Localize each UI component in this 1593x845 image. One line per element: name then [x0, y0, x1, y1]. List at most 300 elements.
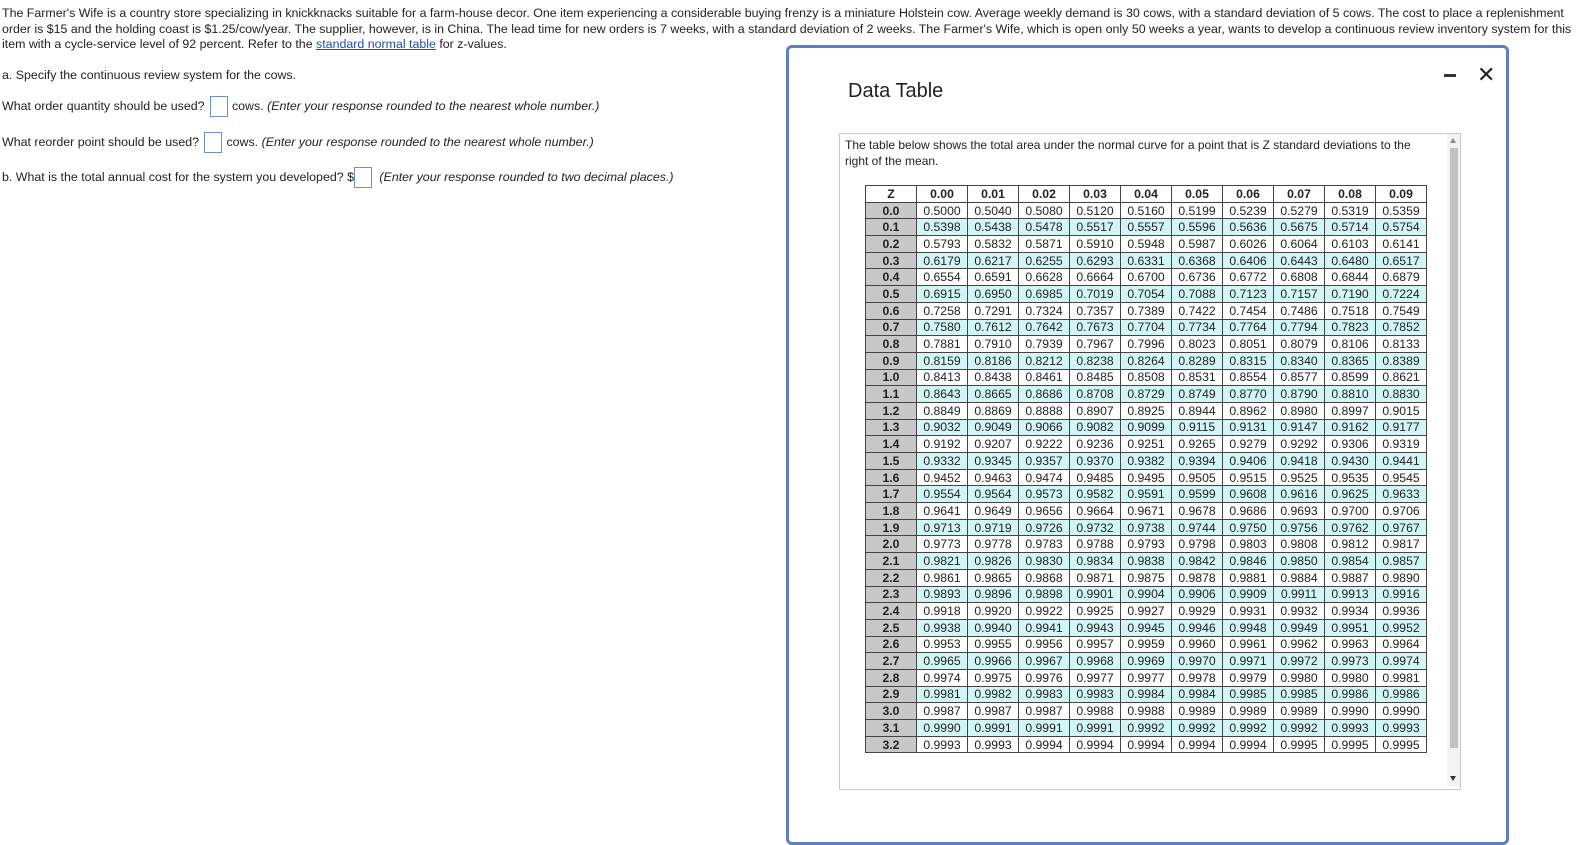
probability-cell: 0.9984: [1121, 686, 1172, 703]
z-value-cell: 0.7: [866, 319, 917, 336]
probability-cell: 0.7324: [1019, 302, 1070, 319]
close-icon[interactable]: ✕: [1477, 62, 1496, 87]
probability-cell: 0.9706: [1376, 503, 1427, 520]
probability-cell: 0.8461: [1019, 369, 1070, 386]
probability-cell: 0.9990: [917, 720, 968, 737]
probability-cell: 0.9515: [1223, 469, 1274, 486]
probability-cell: 0.7642: [1019, 319, 1070, 336]
probability-cell: 0.5714: [1325, 219, 1376, 236]
probability-cell: 0.5596: [1172, 219, 1223, 236]
probability-cell: 0.9994: [1070, 736, 1121, 753]
normal-table: [865, 185, 1427, 753]
probability-cell: 0.5754: [1376, 219, 1427, 236]
probability-cell: 0.9972: [1274, 653, 1325, 670]
probability-cell: 0.5557: [1121, 219, 1172, 236]
probability-cell: 0.9977: [1121, 669, 1172, 686]
probability-cell: 0.9599: [1172, 486, 1223, 503]
probability-cell: 0.9949: [1274, 619, 1325, 636]
probability-cell: 0.8531: [1172, 369, 1223, 386]
probability-cell: 0.9463: [968, 469, 1019, 486]
probability-cell: 0.9756: [1274, 519, 1325, 536]
probability-cell: 0.9633: [1376, 486, 1427, 503]
probability-cell: 0.9991: [1070, 720, 1121, 737]
probability-cell: 0.8264: [1121, 352, 1172, 369]
z-value-cell: 0.3: [866, 252, 917, 269]
z-value-cell: 3.1: [866, 720, 917, 737]
probability-cell: 0.8599: [1325, 369, 1376, 386]
probability-cell: 0.6026: [1223, 236, 1274, 253]
reorder-point-unit: cows.: [226, 134, 259, 149]
table-row: [866, 569, 1427, 586]
standard-normal-table-link[interactable]: standard normal table: [316, 37, 436, 51]
z-value-cell: 2.0: [866, 536, 917, 553]
z-value-cell: 1.0: [866, 369, 917, 386]
z-column-header: Z: [866, 186, 917, 203]
table-row: [866, 519, 1427, 536]
probability-cell: 0.7486: [1274, 302, 1325, 319]
probability-cell: 0.9960: [1172, 636, 1223, 653]
z-value-cell: 0.6: [866, 302, 917, 319]
table-row: [866, 369, 1427, 386]
total-cost-label: b. What is the total annual cost for the system you developed? $: [2, 169, 354, 184]
probability-cell: 0.9974: [1376, 653, 1427, 670]
probability-cell: 0.9738: [1121, 519, 1172, 536]
order-quantity-input[interactable]: [210, 96, 228, 117]
probability-cell: 0.9535: [1325, 469, 1376, 486]
probability-cell: 0.5040: [968, 202, 1019, 219]
probability-cell: 0.9991: [968, 720, 1019, 737]
probability-cell: 0.5279: [1274, 202, 1325, 219]
probability-cell: 0.8708: [1070, 386, 1121, 403]
probability-cell: 0.9830: [1019, 553, 1070, 570]
z-value-cell: 0.0: [866, 202, 917, 219]
probability-cell: 0.9564: [968, 486, 1019, 503]
probability-cell: 0.9995: [1274, 736, 1325, 753]
probability-cell: 0.9946: [1172, 619, 1223, 636]
probability-cell: 0.7054: [1121, 286, 1172, 303]
probability-cell: 0.8770: [1223, 386, 1274, 403]
probability-cell: 0.9970: [1172, 653, 1223, 670]
probability-cell: 0.9292: [1274, 436, 1325, 453]
probability-cell: 0.9485: [1070, 469, 1121, 486]
probability-cell: 0.9931: [1223, 603, 1274, 620]
probability-cell: 0.9671: [1121, 503, 1172, 520]
probability-cell: 0.9965: [917, 653, 968, 670]
probability-cell: 0.6217: [968, 252, 1019, 269]
table-row: [866, 319, 1427, 336]
probability-cell: 0.9406: [1223, 453, 1274, 470]
column-header: 0.08: [1325, 186, 1376, 203]
total-cost-question: [2, 167, 674, 188]
probability-cell: 0.9846: [1223, 553, 1274, 570]
probability-cell: 0.7291: [968, 302, 1019, 319]
probability-cell: 0.9693: [1274, 503, 1325, 520]
problem-text-end: for z-values.: [435, 37, 507, 51]
probability-cell: 0.9750: [1223, 519, 1274, 536]
table-row: [866, 219, 1427, 236]
table-row: [866, 269, 1427, 286]
probability-cell: 0.9554: [917, 486, 968, 503]
probability-cell: 0.8365: [1325, 352, 1376, 369]
z-value-cell: 0.5: [866, 286, 917, 303]
probability-cell: 0.9995: [1325, 736, 1376, 753]
table-row: [866, 352, 1427, 369]
probability-cell: 0.7389: [1121, 302, 1172, 319]
probability-cell: 0.9865: [968, 569, 1019, 586]
minimize-icon[interactable]: [1444, 74, 1456, 77]
probability-cell: 0.9962: [1274, 636, 1325, 653]
probability-cell: 0.9279: [1223, 436, 1274, 453]
table-row: [866, 436, 1427, 453]
probability-cell: 0.9980: [1274, 669, 1325, 686]
probability-cell: 0.6554: [917, 269, 968, 286]
probability-cell: 0.9890: [1376, 569, 1427, 586]
column-header: 0.02: [1019, 186, 1070, 203]
probability-cell: 0.9332: [917, 453, 968, 470]
probability-cell: 0.9986: [1325, 686, 1376, 703]
order-quantity-unit: cows.: [231, 98, 264, 113]
probability-cell: 0.9664: [1070, 503, 1121, 520]
probability-cell: 0.8212: [1019, 352, 1070, 369]
probability-cell: 0.5199: [1172, 202, 1223, 219]
probability-cell: 0.6736: [1172, 269, 1223, 286]
probability-cell: 0.8289: [1172, 352, 1223, 369]
probability-cell: 0.9850: [1274, 553, 1325, 570]
dialog-title: Data Table: [848, 80, 944, 102]
probability-cell: 0.9732: [1070, 519, 1121, 536]
probability-cell: 0.9990: [1376, 703, 1427, 720]
probability-cell: 0.9940: [968, 619, 1019, 636]
probability-cell: 0.9904: [1121, 586, 1172, 603]
probability-cell: 0.9913: [1325, 586, 1376, 603]
probability-cell: 0.9357: [1019, 453, 1070, 470]
probability-cell: 0.9608: [1223, 486, 1274, 503]
part-a-heading: a. Specify the continuous review system for the cows.: [2, 68, 297, 82]
vertical-scrollbar[interactable]: [1447, 134, 1460, 787]
table-row: [866, 302, 1427, 319]
z-value-cell: 2.6: [866, 636, 917, 653]
probability-cell: 0.7357: [1070, 302, 1121, 319]
probability-cell: 0.9976: [1019, 669, 1070, 686]
probability-cell: 0.9773: [917, 536, 968, 553]
probability-cell: 0.9099: [1121, 419, 1172, 436]
probability-cell: 0.8643: [917, 386, 968, 403]
probability-cell: 0.5987: [1172, 236, 1223, 253]
z-value-cell: 1.8: [866, 503, 917, 520]
probability-cell: 0.9994: [1121, 736, 1172, 753]
table-row: [866, 402, 1427, 419]
probability-cell: 0.9987: [1019, 703, 1070, 720]
probability-cell: 0.9994: [1172, 736, 1223, 753]
probability-cell: 0.7224: [1376, 286, 1427, 303]
probability-cell: 0.8729: [1121, 386, 1172, 403]
probability-cell: 0.5478: [1019, 219, 1070, 236]
probability-cell: 0.9207: [968, 436, 1019, 453]
probability-cell: 0.9887: [1325, 569, 1376, 586]
probability-cell: 0.5793: [917, 236, 968, 253]
probability-cell: 0.9991: [1019, 720, 1070, 737]
probability-cell: 0.9955: [968, 636, 1019, 653]
probability-cell: 0.6915: [917, 286, 968, 303]
z-value-cell: 2.7: [866, 653, 917, 670]
probability-cell: 0.9994: [1019, 736, 1070, 753]
probability-cell: 0.9982: [968, 686, 1019, 703]
z-value-cell: 0.8: [866, 336, 917, 353]
probability-cell: 0.9783: [1019, 536, 1070, 553]
probability-cell: 0.9834: [1070, 553, 1121, 570]
probability-cell: 0.9744: [1172, 519, 1223, 536]
probability-cell: 0.9963: [1325, 636, 1376, 653]
reorder-point-hint: (Enter your response rounded to the nearest whole number.): [261, 134, 594, 149]
probability-cell: 0.7549: [1376, 302, 1427, 319]
probability-cell: 0.9929: [1172, 603, 1223, 620]
probability-cell: 0.9798: [1172, 536, 1223, 553]
z-value-cell: 1.7: [866, 486, 917, 503]
column-header: 0.05: [1172, 186, 1223, 203]
probability-cell: 0.9992: [1121, 720, 1172, 737]
data-table-dialog: [786, 45, 1509, 845]
table-row: [866, 686, 1427, 703]
probability-cell: 0.7612: [968, 319, 1019, 336]
probability-cell: 0.9838: [1121, 553, 1172, 570]
probability-cell: 0.8577: [1274, 369, 1325, 386]
z-value-cell: 3.2: [866, 736, 917, 753]
probability-cell: 0.9948: [1223, 619, 1274, 636]
probability-cell: 0.7910: [968, 336, 1019, 353]
probability-cell: 0.9573: [1019, 486, 1070, 503]
probability-cell: 0.9981: [917, 686, 968, 703]
probability-cell: 0.9525: [1274, 469, 1325, 486]
column-header: 0.01: [968, 186, 1019, 203]
total-cost-input[interactable]: [354, 167, 372, 188]
problem-text: The Farmer's Wife is a country store specializing in knickknacks suitable for a farm-house decor. One item experiencing a considerable buying frenzy is a miniature Holstein cow. Average weekly demand is 30 cows, with a standard deviation of 5 cows. The cost to place a replenishment order is $15 and the holding coast is $1.25/cow/year. The supplier, however, is in China. The lead time for new orders is 7 weeks, with a standard deviation of 2 weeks. The Farmer's Wife, which is open only 50 weeks a year, wants to develop a continuous review inventory system for this item with a cycle-service level of 92 percent. Refer to the: [2, 6, 1572, 51]
probability-cell: 0.7794: [1274, 319, 1325, 336]
probability-cell: 0.9925: [1070, 603, 1121, 620]
probability-cell: 0.8830: [1376, 386, 1427, 403]
probability-cell: 0.9893: [917, 586, 968, 603]
z-value-cell: 1.5: [866, 453, 917, 470]
probability-cell: 0.9967: [1019, 653, 1070, 670]
probability-cell: 0.9922: [1019, 603, 1070, 620]
probability-cell: 0.9979: [1223, 669, 1274, 686]
probability-cell: 0.9936: [1376, 603, 1427, 620]
probability-cell: 0.7823: [1325, 319, 1376, 336]
probability-cell: 0.9803: [1223, 536, 1274, 553]
probability-cell: 0.9821: [917, 553, 968, 570]
probability-cell: 0.9993: [1325, 720, 1376, 737]
probability-cell: 0.9985: [1223, 686, 1274, 703]
probability-cell: 0.9918: [917, 603, 968, 620]
probability-cell: 0.9616: [1274, 486, 1325, 503]
probability-cell: 0.9032: [917, 419, 968, 436]
probability-cell: 0.9901: [1070, 586, 1121, 603]
table-row: [866, 553, 1427, 570]
probability-cell: 0.9966: [968, 653, 1019, 670]
probability-cell: 0.9875: [1121, 569, 1172, 586]
probability-cell: 0.8315: [1223, 352, 1274, 369]
probability-cell: 0.8389: [1376, 352, 1427, 369]
z-value-cell: 3.0: [866, 703, 917, 720]
z-value-cell: 1.1: [866, 386, 917, 403]
probability-cell: 0.7967: [1070, 336, 1121, 353]
probability-cell: 0.9700: [1325, 503, 1376, 520]
probability-cell: 0.9066: [1019, 419, 1070, 436]
probability-cell: 0.9988: [1070, 703, 1121, 720]
scroll-thumb[interactable]: [1450, 148, 1458, 748]
probability-cell: 0.9726: [1019, 519, 1070, 536]
probability-cell: 0.9319: [1376, 436, 1427, 453]
probability-cell: 0.7764: [1223, 319, 1274, 336]
table-row: [866, 669, 1427, 686]
probability-cell: 0.9911: [1274, 586, 1325, 603]
probability-cell: 0.9988: [1121, 703, 1172, 720]
probability-cell: 0.6443: [1274, 252, 1325, 269]
probability-cell: 0.9871: [1070, 569, 1121, 586]
probability-cell: 0.9959: [1121, 636, 1172, 653]
probability-cell: 0.9975: [968, 669, 1019, 686]
table-row: [866, 236, 1427, 253]
probability-cell: 0.9788: [1070, 536, 1121, 553]
probability-cell: 0.9265: [1172, 436, 1223, 453]
probability-cell: 0.9394: [1172, 453, 1223, 470]
probability-cell: 0.9990: [1325, 703, 1376, 720]
probability-cell: 0.9306: [1325, 436, 1376, 453]
probability-cell: 0.8907: [1070, 402, 1121, 419]
probability-cell: 0.9719: [968, 519, 1019, 536]
probability-cell: 0.6517: [1376, 252, 1427, 269]
probability-cell: 0.6179: [917, 252, 968, 269]
probability-cell: 0.5910: [1070, 236, 1121, 253]
probability-cell: 0.9625: [1325, 486, 1376, 503]
probability-cell: 0.9992: [1172, 720, 1223, 737]
probability-cell: 0.8133: [1376, 336, 1427, 353]
probability-cell: 0.5832: [968, 236, 1019, 253]
probability-cell: 0.8413: [917, 369, 968, 386]
z-value-cell: 1.4: [866, 436, 917, 453]
probability-cell: 0.5948: [1121, 236, 1172, 253]
probability-cell: 0.5871: [1019, 236, 1070, 253]
probability-cell: 0.8810: [1325, 386, 1376, 403]
probability-cell: 0.6879: [1376, 269, 1427, 286]
scroll-down-icon[interactable]: [1450, 776, 1456, 781]
z-value-cell: 1.2: [866, 402, 917, 419]
z-value-cell: 0.9: [866, 352, 917, 369]
probability-cell: 0.9973: [1325, 653, 1376, 670]
probability-cell: 0.7939: [1019, 336, 1070, 353]
z-value-cell: 2.3: [866, 586, 917, 603]
probability-cell: 0.9861: [917, 569, 968, 586]
probability-cell: 0.6628: [1019, 269, 1070, 286]
table-row: [866, 386, 1427, 403]
probability-cell: 0.5517: [1070, 219, 1121, 236]
probability-cell: 0.9898: [1019, 586, 1070, 603]
probability-cell: 0.8051: [1223, 336, 1274, 353]
column-header: 0.03: [1070, 186, 1121, 203]
probability-cell: 0.9222: [1019, 436, 1070, 453]
z-value-cell: 0.4: [866, 269, 917, 286]
probability-cell: 0.9857: [1376, 553, 1427, 570]
probability-cell: 0.6700: [1121, 269, 1172, 286]
probability-cell: 0.9971: [1223, 653, 1274, 670]
probability-cell: 0.9927: [1121, 603, 1172, 620]
probability-cell: 0.6772: [1223, 269, 1274, 286]
probability-cell: 0.9943: [1070, 619, 1121, 636]
z-value-cell: 2.5: [866, 619, 917, 636]
probability-cell: 0.9162: [1325, 419, 1376, 436]
probability-cell: 0.9452: [917, 469, 968, 486]
probability-cell: 0.9985: [1274, 686, 1325, 703]
table-row: [866, 336, 1427, 353]
probability-cell: 0.7454: [1223, 302, 1274, 319]
table-row: [866, 603, 1427, 620]
order-quantity-question: [2, 96, 599, 117]
table-row: [866, 703, 1427, 720]
probability-cell: 0.8238: [1070, 352, 1121, 369]
z-value-cell: 2.1: [866, 553, 917, 570]
probability-cell: 0.9370: [1070, 453, 1121, 470]
reorder-point-label: What reorder point should be used?: [2, 134, 199, 149]
probability-cell: 0.5160: [1121, 202, 1172, 219]
probability-cell: 0.9980: [1325, 669, 1376, 686]
probability-cell: 0.6103: [1325, 236, 1376, 253]
table-row: [866, 636, 1427, 653]
table-row: [866, 653, 1427, 670]
probability-cell: 0.9987: [968, 703, 1019, 720]
probability-cell: 0.9993: [968, 736, 1019, 753]
probability-cell: 0.6664: [1070, 269, 1121, 286]
probability-cell: 0.6293: [1070, 252, 1121, 269]
probability-cell: 0.9808: [1274, 536, 1325, 553]
probability-cell: 0.9686: [1223, 503, 1274, 520]
probability-cell: 0.8023: [1172, 336, 1223, 353]
probability-cell: 0.9995: [1376, 736, 1427, 753]
data-table-content[interactable]: [839, 133, 1461, 790]
scroll-up-icon[interactable]: [1450, 138, 1456, 143]
order-quantity-hint: (Enter your response rounded to the nearest whole number.): [267, 98, 600, 113]
column-header: 0.06: [1223, 186, 1274, 203]
table-row: [866, 202, 1427, 219]
probability-cell: 0.9878: [1172, 569, 1223, 586]
probability-cell: 0.9906: [1172, 586, 1223, 603]
probability-cell: 0.8849: [917, 402, 968, 419]
column-header: 0.00: [917, 186, 968, 203]
probability-cell: 0.8944: [1172, 402, 1223, 419]
reorder-point-input[interactable]: [204, 132, 222, 153]
probability-cell: 0.8869: [968, 402, 1019, 419]
probability-cell: 0.9495: [1121, 469, 1172, 486]
table-row: [866, 736, 1427, 753]
probability-cell: 0.8340: [1274, 352, 1325, 369]
probability-cell: 0.5359: [1376, 202, 1427, 219]
probability-cell: 0.6255: [1019, 252, 1070, 269]
probability-cell: 0.9793: [1121, 536, 1172, 553]
z-value-cell: 1.9: [866, 519, 917, 536]
probability-cell: 0.8686: [1019, 386, 1070, 403]
table-row: [866, 419, 1427, 436]
probability-cell: 0.9474: [1019, 469, 1070, 486]
z-value-cell: 2.2: [866, 569, 917, 586]
probability-cell: 0.9992: [1223, 720, 1274, 737]
probability-cell: 0.9986: [1376, 686, 1427, 703]
probability-cell: 0.8186: [968, 352, 1019, 369]
probability-cell: 0.9983: [1019, 686, 1070, 703]
probability-cell: 0.7734: [1172, 319, 1223, 336]
z-value-cell: 0.2: [866, 236, 917, 253]
probability-cell: 0.9854: [1325, 553, 1376, 570]
z-value-cell: 1.3: [866, 419, 917, 436]
probability-cell: 0.8159: [917, 352, 968, 369]
probability-cell: 0.7852: [1376, 319, 1427, 336]
